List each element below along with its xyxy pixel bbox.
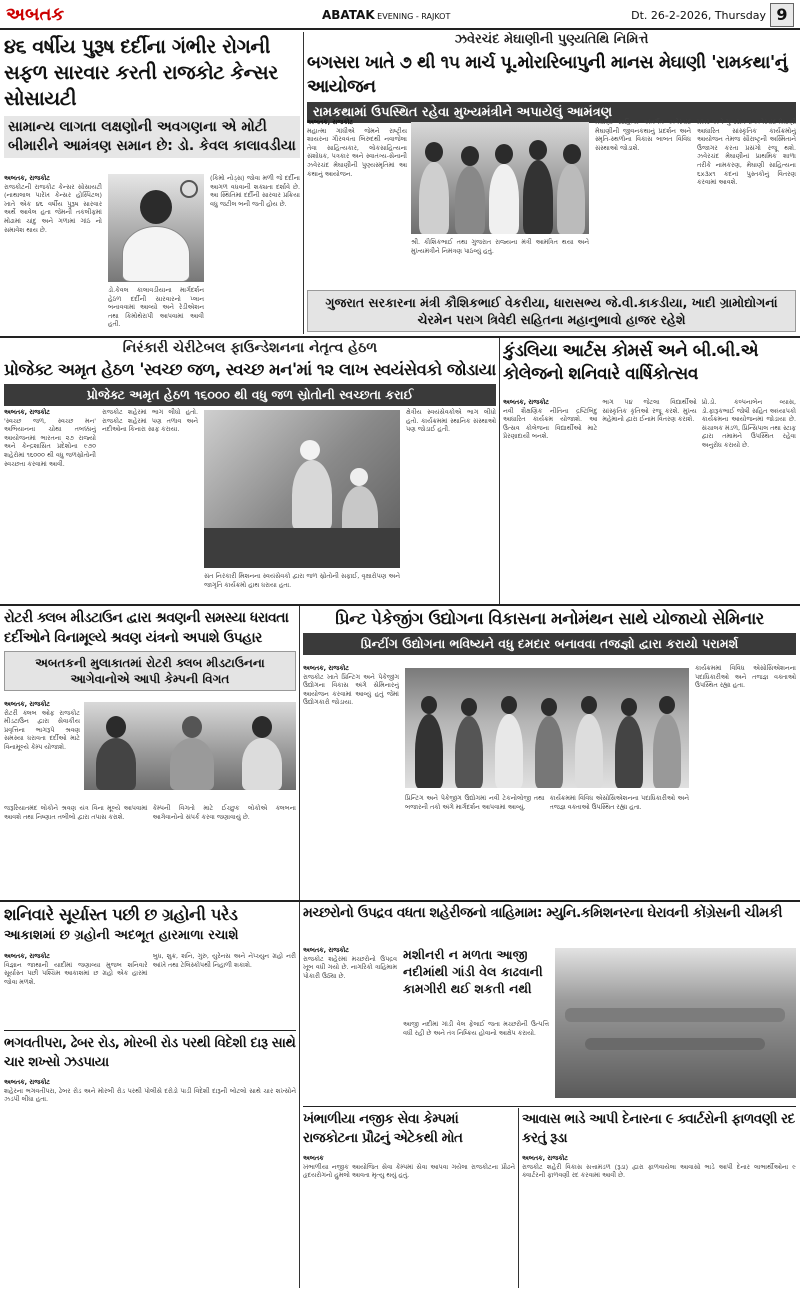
cancer-col-3 bbox=[210, 174, 300, 330]
kundliya-col-2 bbox=[602, 398, 696, 602]
article-ramkatha bbox=[307, 32, 796, 334]
packaging-col-1 bbox=[303, 664, 399, 898]
speaker-head bbox=[659, 696, 675, 714]
member-head bbox=[252, 716, 272, 738]
mosquito-subhead: મશીનરી ન મળતા આજી નદીમાંથી ગાંડી વેલ કાઢવાની કામગીરી થઈ શકતી નથી bbox=[403, 947, 543, 996]
nirankari-dateline: અબતક, રાજકોટ bbox=[4, 408, 51, 416]
ramkatha-para-2: પ્રખર અને ગુજરાતના ઝવેરચંદ મેઘાણી આધારિત સાંસ્કૃતિક કાર્યક્રમોનું આયોજન તેમજ સૌરાષ્ટ્રની અસ્મિતાને ઉજાગર કરતા પ્રસંગો રજૂ થશે. bbox=[697, 118, 796, 152]
person-body bbox=[523, 160, 553, 234]
member-head bbox=[182, 716, 202, 738]
mosquito-para-1: રાજકોટ શહેરમાં મચ્છરોનો ઉપદ્રવ ખૂબ વધી ગયો છે. નાગરિકો ત્રાહિમામ પોકારી ઉઠ્યા છે. bbox=[303, 954, 397, 980]
volunteer-body bbox=[292, 460, 332, 530]
nirankari-kicker: નિરંકારી ચેરીટેબલ ફાઉન્ડેશનના નેતૃત્વ હેઠળ bbox=[122, 340, 378, 356]
speaker-body bbox=[653, 714, 681, 788]
speaker-head bbox=[421, 696, 437, 714]
person-head bbox=[461, 146, 479, 166]
ramkatha-headline: બગસરા ખાતે ૭ થી ૧૫ માર્ચ પૂ.મોરારિબાપુની માનસ મેઘાણી 'રામકથા'નું આયોજન bbox=[307, 53, 788, 97]
river-cleaning-photo bbox=[204, 410, 400, 568]
floating-weeds bbox=[565, 1008, 785, 1022]
planets-col-1 bbox=[4, 952, 148, 1028]
cancer-para-2: (કિમો નોડ્સ) જોવા મળી જે દર્દીના આગળ વધવાની શક્યતા દર્શાવે છે. આ સ્થિતિમાં દર્દીની સારવાર પ્રક્રિયા વધુ જટીલ બની જતી હોય છે. bbox=[210, 174, 300, 208]
housing-para-1: રાજકોટ શહેરી વિકાસ સત્તામંડળ (રૂડા) દ્વારા ફાળવાયેલા આવાસો ભાડે આપી દેનાર લાભાર્થીઓના ૯ ક્વાર્ટરની ફાળવણી રદ કરવામાં આવી છે. bbox=[522, 1162, 796, 1180]
speaker-body bbox=[455, 716, 483, 788]
person-body bbox=[557, 164, 585, 234]
volunteer-cap bbox=[300, 440, 320, 460]
kundliya-para-3: પ્રો.ડો. કલ્પનાબેન વ્યાસ, ડો.ફારૂકભાઈ જોષી સહિત અધ્યાપકો કાર્યક્રમના આયોજનમાં જોડાયા છે. bbox=[701, 398, 796, 424]
article-housing bbox=[522, 1110, 796, 1286]
kundliya-para-1: નવી શૈક્ષણિક નીતિના દ્રષ્ટિબિંદુ આધારિત કાર્યક્રમ યોજાશે. આ ઉત્સવ કોલેજના વિદ્યાર્થીઓ માટે પ્રેરણાદાયી બનશે. bbox=[503, 406, 598, 441]
camp-headline: ખંભાળીયા નજીક સેવા કેમ્પમાં રાજકોટના પ્રૌઢનું એટેકથી મોત bbox=[303, 1111, 463, 1146]
doctor-photo bbox=[108, 174, 204, 282]
speaker-body bbox=[415, 714, 443, 788]
member-body bbox=[96, 738, 136, 790]
speaker-body bbox=[495, 714, 523, 788]
member-body bbox=[170, 738, 214, 790]
divider bbox=[0, 604, 800, 606]
ramkatha-kicker: ઝવેરચંદ મેઘાણીની પુણ્યતિથિ નિમિત્તે bbox=[454, 32, 649, 47]
planets-col-2 bbox=[153, 952, 297, 1028]
planets-dateline: અબતક, રાજકોટ bbox=[4, 952, 51, 960]
ramkatha-caption: ગુજરાત સરકારના મંત્રી કૌશિકભાઈ વેકરીયા, ધારાસભ્ય જે.વી.કાકડીયા, ખાદી ગ્રામોદ્યોગનાં ચેરમેન પરાગ ત્રિવેદી સહિતના મહાનુભાવો હાજર રહેશે bbox=[307, 290, 796, 332]
packaging-col-2 bbox=[405, 794, 545, 898]
mosquito-dateline: અબતક, રાજકોટ bbox=[303, 946, 350, 954]
robbery-body bbox=[4, 1078, 296, 1286]
planets-para-1: વિજ્ઞાન જાથાની યાદીમાં જણાવ્યા મુજબ શનિવારે સૂર્યાસ્ત પછી પશ્ચિમ આકાશમાં છ ગ્રહો એક હારમાં જોવા મળશે. bbox=[4, 960, 148, 986]
ramkatha-para-1: મહાત્મા ગાંધીએ જેમને રાષ્ટ્રીય શાયરના ગૌરવવંતા બિરુદથી નવાજેલા તેવા સાહિત્યકાર, લોકસાહિત્યના સંશોધક, પત્રકાર અને સ્વાતંત્ર્ય-સેનાની ઝવેરચંદ મેઘાણીની પુણ્યસ્મૃતિમાં આ કથાનું આયોજન. bbox=[307, 126, 407, 178]
rotary-para-2: જરૂરિયાતમંદ લોકોને શ્રવણ યંત્ર વિના મૂલ્યે આપવામાં આવશે તથા નિષ્ણાત તબીબો દ્વારા તપાસ કરાશે. bbox=[4, 804, 148, 821]
mosquito-col-2 bbox=[403, 1020, 549, 1104]
page-number: 9 bbox=[770, 3, 794, 27]
speaker-body bbox=[575, 714, 603, 788]
robbery-headline: ભગવતીપરા, ઢેબર રોડ, મોરબી રોડ પરથી વિદેશી દારૂ સાથે ચાર શખ્સો ઝડપાયા bbox=[4, 1035, 296, 1070]
article-camp bbox=[303, 1110, 515, 1286]
kundliya-col-1 bbox=[503, 398, 597, 602]
paper-name bbox=[322, 8, 450, 22]
article-planets bbox=[4, 904, 296, 1028]
kundliya-dateline: અબતક, રાજકોટ bbox=[503, 398, 550, 406]
packaging-para-4: કાર્યક્રમમાં વિવિધ એસોસિએશનના પદાધિકારીઓ અને તજજ્ઞ વક્તાઓ ઉપસ્થિત રહ્યા હતા. bbox=[695, 664, 796, 690]
nirankari-col-1 bbox=[4, 408, 96, 602]
ramkatha-para-3: શ્રી. કૌશિકભાઈ તથા ગુજરાત રાજ્યના મંત્રી આમંત્રિત થયા અને મુખ્યમંત્રીને નિમંત્રણ પાઠવ્યું હતું. bbox=[411, 238, 589, 255]
nirankari-col-3 bbox=[204, 572, 400, 602]
cm-meeting-photo bbox=[411, 122, 589, 234]
packaging-para-1: રાજકોટ ખાતે પ્રિન્ટિંગ અને પેકેજીંગ ઉદ્યોગના વિકાસ અંગે સેમિનારનું આયોજન કરવામાં આવ્યું હતું જેમાં ઉદ્યોગકારો જોડાયા. bbox=[303, 672, 399, 707]
divider bbox=[303, 32, 304, 334]
nirankari-headline: પ્રોજેક્ટ અમૃત હેઠળ 'સ્વચ્છ જળ, સ્વચ્છ મન'માં ૧૨ લાખ સ્વયંસેવકો જોડાયા bbox=[4, 360, 496, 379]
planets-subhead: આકાશમાં છ ગ્રહોની અદભૂત હારમાળા રચાશે bbox=[4, 928, 239, 943]
packaging-para-3: કાર્યક્રમમાં વિવિધ એસોસિએશનના પદાધિકારીઓ અને તજજ્ઞ વક્તાઓ ઉપસ્થિત રહ્યા હતા. bbox=[549, 794, 689, 811]
speaker-head bbox=[541, 698, 557, 716]
rotary-para-3: કેમ્પની વિગતો માટે ઈચ્છુક લોકોએ ક્લબના આગેવાનોનો સંપર્ક કરવા જણાવાયું છે. bbox=[152, 804, 296, 821]
paper-title: ABATAK bbox=[322, 8, 375, 22]
member-body bbox=[242, 738, 282, 790]
volunteer-cap bbox=[350, 468, 368, 486]
divider bbox=[299, 606, 300, 900]
camp-dateline: અબતક bbox=[303, 1154, 324, 1162]
cancer-subhead: સામાન્ય લાગતા લક્ષણોની અવગણના એ મોટી બીમારીને આમંત્રણ સમાન છે: ડો. કેવલ કાલાવડીયા bbox=[4, 116, 300, 158]
packaging-lower-body bbox=[405, 794, 689, 898]
divider bbox=[0, 900, 800, 902]
planets-headline: શનિવારે સૂર્યાસ્ત પછી છ ગ્રહોની પરેડ bbox=[4, 905, 238, 924]
nirankari-para-1: 'સ્વચ્છ જળ, સ્વચ્છ મન' અભિયાનના ચોથા તબક્કાનું આયોજનમાં ભારતના ૨૭ રાજ્યો અને કેન્દ્રશાસિત પ્રદેશોના ૯૭૦ શહેરોમાં ૧૬૦૦૦ થી વધુ જળસ્રોતોની સ્વચ્છતા કરવામાં આવી. bbox=[4, 416, 96, 468]
cancer-body-area bbox=[4, 174, 300, 330]
nirankari-para-3: સંત નિરંકારી મિશનના સ્વયંસેવકો દ્વારા જળ સ્રોતોની સફાઈ, વૃક્ષારોપણ અને જાગૃતિ કાર્યક્રમો હાથ ધરાયા હતા. bbox=[204, 572, 400, 589]
rotary-para-1: રોટરી ક્લબ ઓફ રાજકોટ મીડટાઉન દ્વારા સેવાકીય પ્રવૃત્તિના ભાગરૂપે શ્રવણ સમસ્યા ધરાવતા દર્દીઓ માટે વિનામૂલ્યે કેમ્પ યોજાશે. bbox=[4, 708, 80, 751]
divider bbox=[303, 1106, 796, 1107]
kundliya-para-4: સંચાલક મંડળ, પ્રિન્સિપાલ તથા સ્ટાફ દ્વારા તમામને ઉપસ્થિત રહેવા અનુરોધ કરાયો છે. bbox=[701, 423, 796, 449]
planets-body bbox=[4, 952, 296, 1028]
speaker-body bbox=[535, 716, 563, 788]
nirankari-para-2: રાજકોટ શહેરમાં ભાગ લીધો હતો. રાજકોટ શહેરમાં પણ તળાવ અને નદીઓના કિનારા સાફ કરાયા. bbox=[102, 408, 198, 434]
ramkatha-dateline: અબતક, રાજકોટ bbox=[307, 118, 354, 126]
mosquito-headline: મચ્છરોનો ઉપદ્રવ વધતા શહેરીજનો ત્રાહિમામ: મ્યુનિ.કમિશનરના ઘેરાવની કોંગ્રેસની ચીમકી bbox=[303, 905, 782, 921]
ramkatha-col-4 bbox=[697, 118, 796, 288]
masthead bbox=[0, 0, 800, 30]
brand-logo: અબતક bbox=[6, 4, 65, 25]
cancer-para-3: ડો.કેવલ કાલાવડીયાના માર્ગદર્શન હેઠળ દર્દીની સારવારનો પ્લાન બનાવવામાં આવ્યો અને રેડીએશન તથા કિમોથેરાપી આપવામાં આવી હતી. bbox=[108, 286, 204, 329]
river-water bbox=[204, 528, 400, 568]
article-cancer bbox=[4, 34, 300, 330]
floating-weeds bbox=[585, 1038, 765, 1050]
person-body bbox=[489, 164, 519, 234]
packaging-para-2: પ્રિન્ટિંગ અને પેકેજીંગ ઉદ્યોગમાં નવી ટેકનોલોજી તથા બજારની તકો અંગે માર્ગદર્શન આપવામાં આવ્યું. bbox=[405, 794, 545, 811]
article-robbery bbox=[4, 1034, 296, 1286]
article-mosquito bbox=[303, 904, 796, 1104]
person-body bbox=[419, 162, 449, 234]
article-kundliya bbox=[503, 340, 796, 602]
member-head bbox=[106, 716, 126, 738]
divider bbox=[518, 1108, 519, 1288]
cancer-dateline: અબતક, રાજકોટ bbox=[4, 174, 51, 182]
robbery-para-1: શહેરના ભગવતીપરા, ઢેબર રોડ અને મોરબી રોડ પરથી પોલીસે દરોડો પાડી વિદેશી દારૂની બોટલો સાથે ચાર શખ્સોને ઝડપી લીધા હતા. bbox=[4, 1086, 296, 1104]
packaging-band: પ્રિન્ટીંગ ઉદ્યોગના ભવિષ્યને વધુ દમદાર બનાવવા તજજ્ઞો દ્વારા કરાયો પરામર્શ bbox=[303, 633, 796, 655]
article-packaging bbox=[303, 608, 796, 898]
ramkatha-para-4: મેઘાણી સાહિત્ય અંતર્ગત ઝવેરચંદ મેઘાણીની જીવનકથાનું પ્રદર્શન અને સ્મૃતિ-સ્થળોના વિકાસ બાબત વિવિધ સંસ્થાઓ જોડાશે. bbox=[595, 118, 691, 152]
person-head bbox=[495, 144, 513, 164]
speaker-head bbox=[461, 698, 477, 716]
person-head bbox=[563, 144, 581, 164]
kundliya-para-2: ભાગ ૫૪ જેટલા વિદ્યાર્થીઓ સાંસ્કૃતિક કૃતિઓ રજૂ કરશે. મુખ્ય મહેમાનો દ્વારા ઈનામ વિતરણ કરાશે. bbox=[602, 398, 697, 424]
doctor-coat bbox=[122, 226, 190, 282]
article-nirankari bbox=[4, 340, 496, 602]
person-head bbox=[425, 142, 443, 162]
issue-date: Dt. 26-2-2026, Thursday bbox=[631, 9, 766, 22]
packaging-dateline: અબતક, રાજકોટ bbox=[303, 664, 350, 672]
robbery-dateline: અબતક, રાજકોટ bbox=[4, 1078, 51, 1086]
kundliya-headline: કુંડલિયા આર્ટસ કોમર્સ અને બી.બી.એ કોલેજનો શનિવારે વાર્ષિકોત્સવ bbox=[503, 341, 759, 384]
housing-dateline: અબતક, રાજકોટ bbox=[522, 1154, 569, 1162]
kundliya-col-3 bbox=[702, 398, 796, 602]
river-weeds-photo bbox=[555, 948, 796, 1098]
article-rotary bbox=[4, 608, 296, 898]
rotary-band: અબતકની મુલાકાતમાં રોટરી ક્લબ મીડટાઉનના આગેવાનોએ આપી કેમ્પની વિગત bbox=[4, 651, 296, 691]
mosquito-col-1 bbox=[303, 946, 397, 1104]
planets-para-2: બુધ, શુક્ર, શનિ, ગુરુ, યુરેનસ અને નેપ્ચ્યુન ગ્રહો નરી આંખે તથા ટેલિસ્કોપથી નિહાળી શકાશે. bbox=[152, 952, 296, 969]
housing-body bbox=[522, 1154, 796, 1286]
speaker-body bbox=[615, 716, 643, 788]
speaker-head bbox=[581, 696, 597, 714]
divider bbox=[0, 336, 800, 338]
divider bbox=[499, 338, 500, 604]
nirankari-band: પ્રોજેક્ટ અમૃત હેઠળ ૧૬૦૦૦ થી વધુ જળ સ્રોતોની સ્વચ્છતા કરાઈ bbox=[4, 384, 496, 406]
rotary-members-photo bbox=[84, 702, 296, 790]
packaging-col-4 bbox=[695, 664, 796, 898]
rotary-lower-body bbox=[4, 804, 296, 898]
doctor-head bbox=[140, 190, 172, 224]
cancer-headline: ૪૬ વર્ષીય પુરૂષ દર્દીના ગંભીર રોગની સફળ સારવાર કરતી રાજકોટ કેન્સર સોસાયટી bbox=[4, 35, 278, 110]
cancer-para-1: રાજકોટની રાજકોટ કેન્સર સોસાયટી (નાથાલાલ પારેખ કેન્સર હોસ્પિટલ) ખાતે એક ૪૬ વર્ષીય પુરૂષ સારવાર અર્થે આવેલ હતા જેમની તકલીફમાં મોઢામાં ચાંદુ અને ગળામાં ગાંઠ નો સમાવેશ થાય છે. bbox=[4, 182, 102, 234]
kundliya-body bbox=[503, 398, 796, 602]
nirankari-col-4 bbox=[406, 408, 496, 602]
packaging-col-3 bbox=[550, 794, 690, 898]
rotary-dateline: અબતક, રાજકોટ bbox=[4, 700, 51, 708]
ramkatha-col-2 bbox=[411, 238, 589, 288]
person-head bbox=[529, 140, 547, 160]
rotary-col-1 bbox=[4, 700, 80, 800]
rotary-col-3 bbox=[153, 804, 297, 898]
society-logo-icon bbox=[180, 180, 198, 198]
mosquito-para-2: આજી નદીમાં ગાંડી વેલ ફેલાઈ જતા મચ્છરોની ઉત્પત્તિ વધી રહી છે અને તંત્ર નિષ્ક્રિય હોવાનો આક્ષેપ કરાયો. bbox=[403, 1020, 549, 1037]
ramkatha-col-3 bbox=[595, 118, 691, 288]
divider bbox=[4, 1030, 296, 1031]
rotary-col-2 bbox=[4, 804, 148, 898]
divider bbox=[299, 902, 300, 1288]
nirankari-col-2 bbox=[102, 408, 198, 602]
cancer-col-2 bbox=[108, 286, 204, 330]
rotary-headline: રોટરી ક્લબ મીડટાઉન દ્વારા શ્રવણની સમસ્યા ધરાવતા દર્દીઓને વિનામૂલ્યે શ્રવણ યંત્રનો અપાશે ઉપહાર bbox=[4, 610, 289, 646]
nirankari-para-4: ક્ષેત્રીય સ્વયંસેવકોએ ભાગ લીધો હતો. કાર્યક્રમમાં સ્થાનિક સંસ્થાઓ પણ જોડાઈ હતી. bbox=[406, 408, 496, 434]
packaging-headline: પ્રિન્ટ પેકેજીંગ ઉદ્યોગના વિકાસના મનોમંથન સાથે યોજાયો સેમિનાર bbox=[335, 609, 764, 628]
speaker-head bbox=[621, 698, 637, 716]
paper-edition: EVENING - RAJKOT bbox=[374, 12, 451, 21]
seminar-photo bbox=[405, 668, 689, 788]
camp-para-1: ખંભાળીયા નજીક આયોજિત સેવા કેમ્પમાં સેવા આપવા ગયેલા રાજકોટના પ્રૌઢને હૃદયરોગનો હુમલો આવતા મૃત્યુ થયું હતું. bbox=[303, 1162, 515, 1180]
ramkatha-col-1 bbox=[307, 118, 407, 288]
ramkatha-band: રામકથામાં ઉપસ્થિત રહેવા મુખ્યમંત્રીને અપાયેલું આમંત્રણ bbox=[307, 102, 796, 123]
cancer-col-1 bbox=[4, 174, 102, 330]
person-body bbox=[455, 166, 485, 234]
speaker-head bbox=[501, 696, 517, 714]
housing-headline: આવાસ ભાડે આપી દેનારના ૯ ક્વાર્ટરોની ફાળવણી રદ કરતું રૂડા bbox=[522, 1111, 795, 1146]
ramkatha-para-5: ઝવેરચંદ મેઘાણીનાં પ્રાથમિક શાળા તરીકે નામકરણ, મેઘાણી સાહિત્યના ૬x૩x૧ કદનાં પુસ્તકોનું વિતરણ કરવામાં આવશે. bbox=[697, 152, 796, 187]
camp-body bbox=[303, 1154, 515, 1286]
